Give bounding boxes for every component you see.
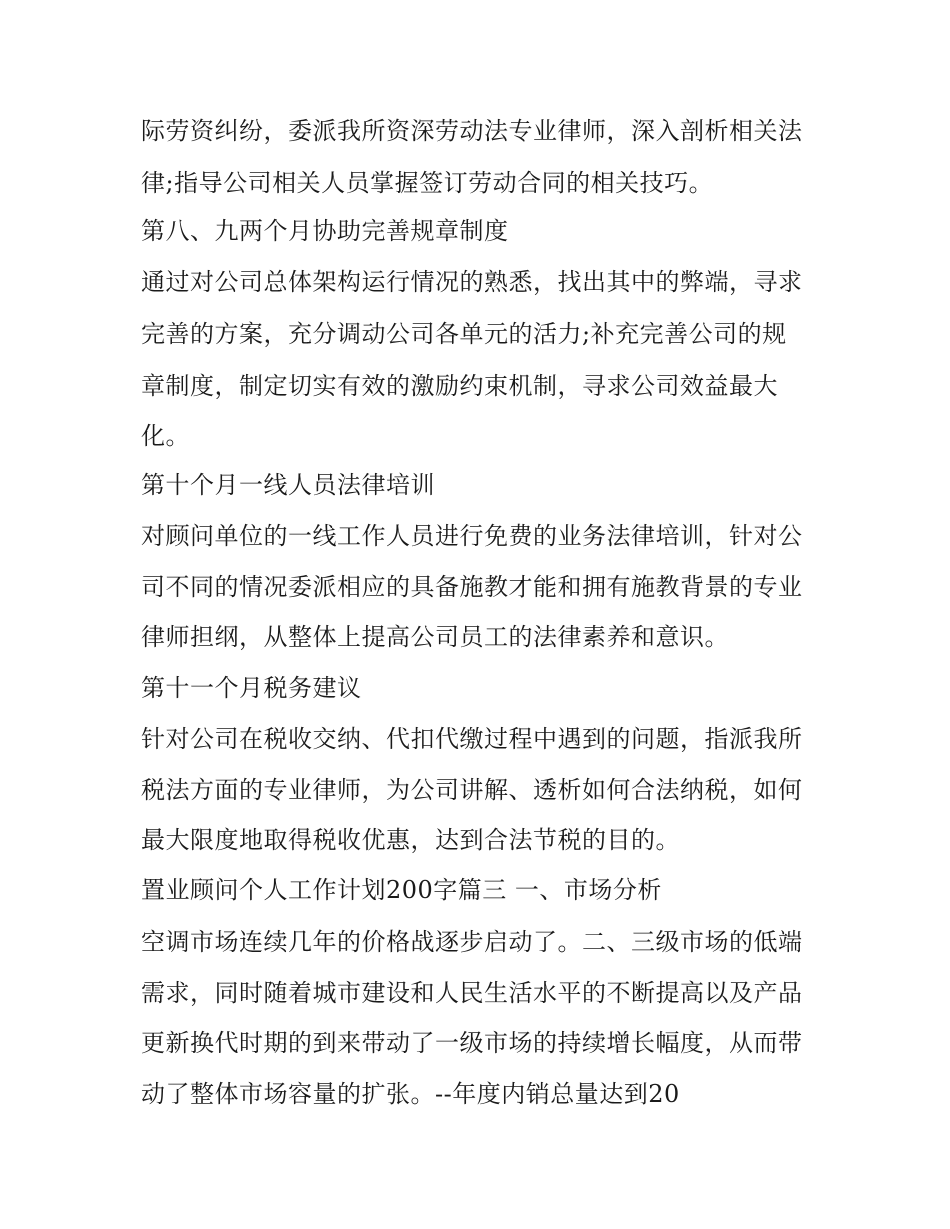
text-line: 对顾问单位的一线工作人员进行免费的业务法律培训，针对公 <box>141 522 803 550</box>
section-heading: 第十个月一线人员法律培训 <box>141 471 435 499</box>
text-line: 司不同的情况委派相应的具备施教才能和拥有施教背景的专业 <box>141 573 803 601</box>
text-line: 最大限度地取得税收优惠，达到合法节税的目的。 <box>141 826 680 854</box>
section-heading: 第八、九两个月协助完善规章制度 <box>141 217 509 245</box>
text-line: 际劳资纠纷，委派我所资深劳动法专业律师，深入剖析相关法 <box>141 117 803 145</box>
text-line: 完善的方案，充分调动公司各单元的活力;补充完善公司的规 <box>141 320 787 348</box>
text-line: 章制度，制定切实有效的激励约束机制，寻求公司效益最大 <box>141 372 778 400</box>
text-line: 律;指导公司相关人员掌握签订劳动合同的相关技巧。 <box>141 169 714 197</box>
text-line: 律师担纲，从整体上提高公司员工的法律素养和意识。 <box>141 623 729 651</box>
text-line: 税法方面的专业律师，为公司讲解、透析如何合法纳税，如何 <box>141 776 803 804</box>
section-heading: 置业顾问个人工作计划200字篇三 一、市场分析 <box>141 876 662 904</box>
text-line: 通过对公司总体架构运行情况的熟悉，找出其中的弊端，寻求 <box>141 268 803 296</box>
section-heading: 第十一个月税务建议 <box>141 674 362 702</box>
text-line: 动了整体市场容量的扩张。--年度内销总量达到20 <box>141 1080 680 1108</box>
text-line: 化。 <box>141 422 190 450</box>
text-line: 空调市场连续几年的价格战逐步启动了。二、三级市场的低端 <box>141 928 803 956</box>
text-line: 针对公司在税收交纳、代扣代缴过程中遇到的问题，指派我所 <box>141 725 803 753</box>
text-line: 需求，同时随着城市建设和人民生活水平的不断提高以及产品 <box>141 979 803 1007</box>
text-line: 更新换代时期的到来带动了一级市场的持续增长幅度，从而带 <box>141 1029 803 1057</box>
